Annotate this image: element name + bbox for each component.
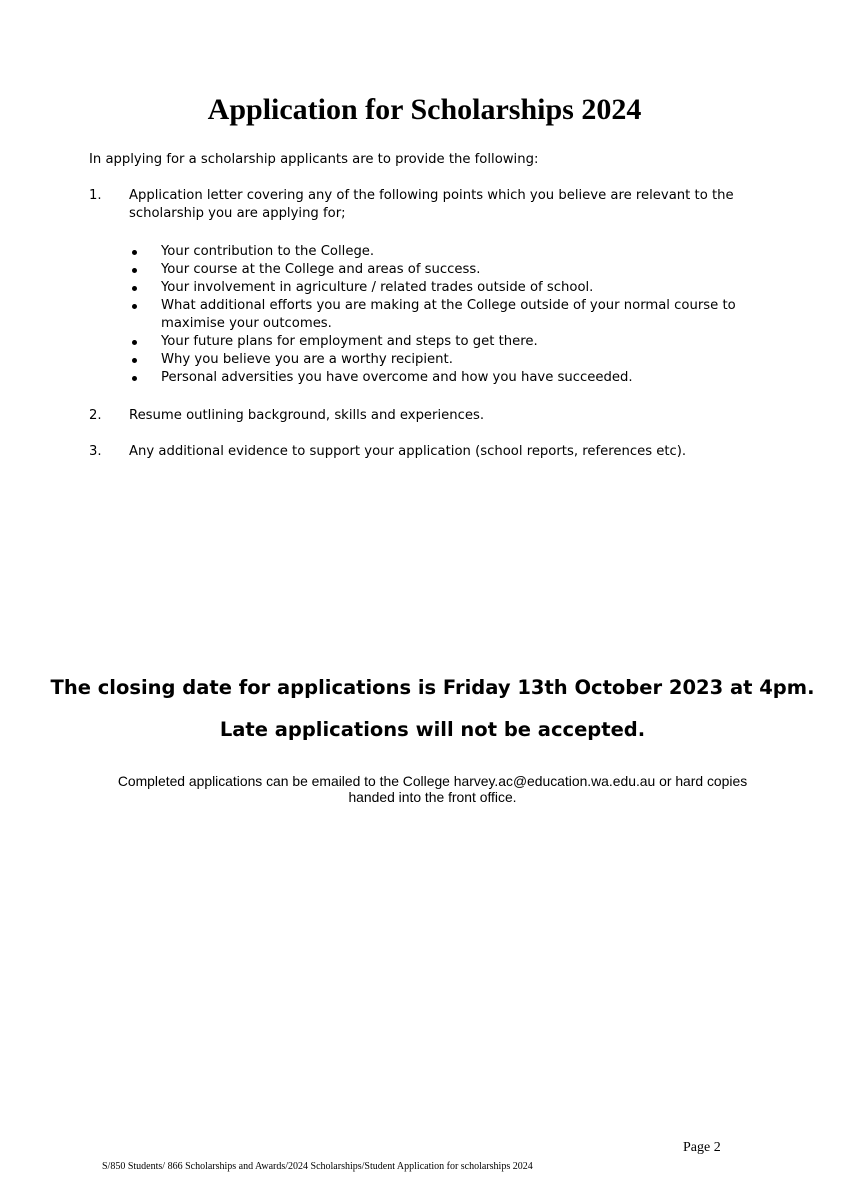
bullet-item [129,369,769,387]
bullet-item [129,297,769,333]
page-number: Page 2 [683,1140,721,1155]
bullet-icon [132,358,137,363]
bullet-icon [132,250,137,255]
list-item-1 [89,187,769,223]
bullet-text: Why you believe you are a worthy recipient. [161,352,453,367]
list-item-number: 3. [89,444,102,459]
bullet-text: What additional efforts you are making at the College outside of your normal course to maximise your outcomes. [161,298,736,331]
list-item-2 [89,407,769,425]
bullet-text: Personal adversities you have overcome and how you have succeeded. [161,370,633,385]
list-item-3 [89,443,769,461]
list-item-text: Application letter covering any of the following points which you believe are relevant to the scholarship you are applying for; [129,188,734,221]
closing-date-notice: The closing date for applications is Friday 13th October 2023 at 4pm. [50,676,815,699]
late-applications-notice: Late applications will not be accepted. [219,718,646,741]
footer-file-path: S/850 Students/ 866 Scholarships and Awards/2024 Scholarships/Student Application for scholarships 2024 [102,1161,533,1172]
bullet-item [129,279,769,297]
submission-note: Completed applications can be emailed to the College harvey.ac@education.wa.edu.au or hard copies handed into the front office. [117,773,748,805]
bullet-item [129,261,769,279]
list-item-text: Resume outlining background, skills and experiences. [129,408,485,423]
bullet-item [129,351,769,369]
bullet-icon [132,304,137,309]
page-title: Application for Scholarships 2024 [207,93,642,126]
bullet-text: Your future plans for employment and steps to get there. [161,334,538,349]
bullet-text: Your involvement in agriculture / related trades outside of school. [161,280,594,295]
bullet-icon [132,268,137,273]
bullet-icon [132,340,137,345]
bullet-icon [132,286,137,291]
list-item-text: Any additional evidence to support your application (school reports, references etc). [129,444,687,459]
bullet-list [129,243,769,387]
bullet-text: Your course at the College and areas of success. [161,262,481,277]
bullet-item [129,333,769,351]
bullet-icon [132,376,137,381]
list-item-number: 2. [89,408,102,423]
bullet-item [129,243,769,261]
intro-text: In applying for a scholarship applicants are to provide the following: [89,152,539,167]
bullet-text: Your contribution to the College. [161,244,375,259]
list-item-number: 1. [89,188,102,203]
